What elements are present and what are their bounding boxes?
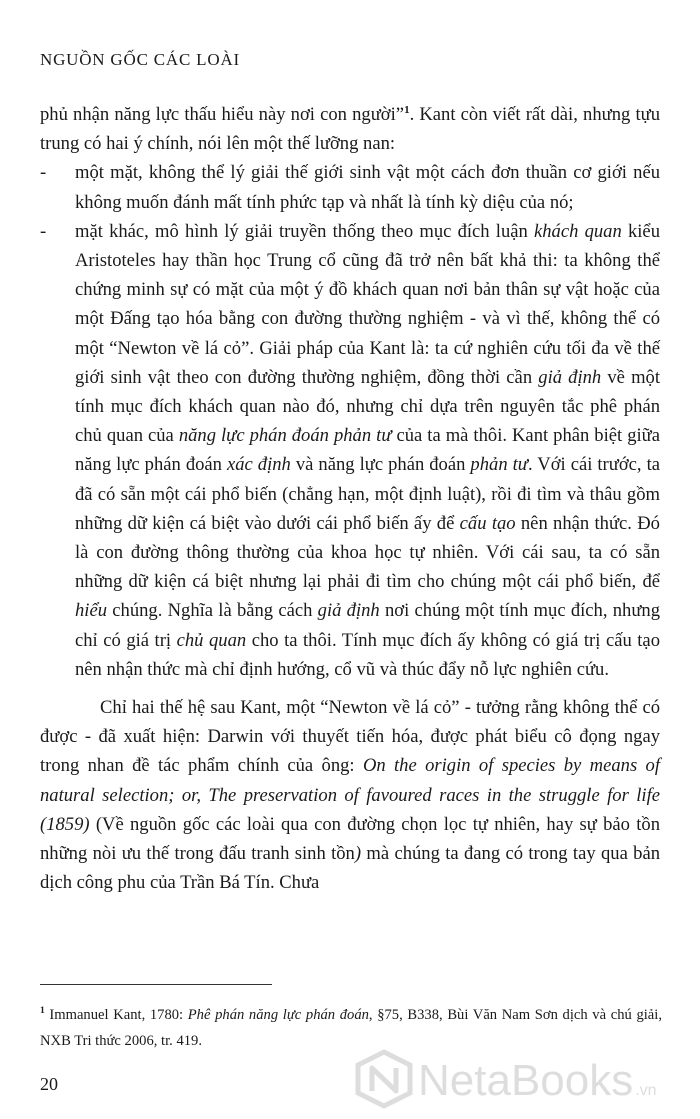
book-title-italic: On the origin of species by means of natural selection; or, The preservation of favoured races in the struggle for life (1859) (40, 755, 660, 835)
text-span: . Với cái trước, ta đã có sẵn một cái phổ biến (chẳng hạn, một định luật), rồi đi tìm và thâu gồm những dữ kiện cá biệt vào dưới cái phổ biến ấy để (75, 454, 660, 534)
text-span: cho ta thôi. Tính mục đích ấy không có giá trị cấu tạo nên nhận thức mà chỉ định hướng, cổ vũ và thúc đẩy nỗ lực nghiên cứu. (75, 629, 660, 680)
watermark-brand: NetaBooks (418, 1056, 634, 1105)
paragraph-intro (40, 100, 660, 158)
watermark-suffix: .vn (635, 1082, 657, 1099)
text-span: và năng lực phán đoán (290, 454, 471, 476)
italic-span: năng lực phán đoán phản tư (178, 425, 392, 447)
italic-span: hiểu (75, 600, 108, 622)
text-span: Chỉ hai thế hệ sau Kant, một “Newton về lá cỏ” - tưởng rằng không thể có được - đã xuất hiện: Darwin với thuyết tiến hóa, được phát biểu cô đọng ngay trong nhan đề tác phẩm chính của ông: (40, 697, 660, 777)
page-number: 20 (40, 1074, 58, 1094)
watermark-text (418, 1056, 657, 1106)
italic-span: giả định (538, 366, 602, 388)
footnote (40, 998, 662, 1054)
text-span: , §75, B338, Bùi Văn Nam Sơn dịch và chú giải, NXB Tri thức 2006, tr. 419. (40, 1006, 662, 1049)
italic-span: phản tư (470, 454, 528, 476)
text-span: chúng. Nghĩa là bằng cách (107, 600, 318, 622)
bullet-item-2 (40, 217, 660, 684)
text-span: một mặt, không thể lý giải thế giới sinh vật một cách đơn thuần cơ giới nếu không muốn đánh mất tính phức tạp và nhất là tính kỳ diệu của nó; (75, 162, 660, 213)
bullet-item-1 (40, 158, 660, 216)
text-span: của ta mà thôi. Kant phân biệt giữa năng lực phán đoán (75, 425, 660, 476)
text-span: . Kant còn viết rất dài, nhưng tựu trung có hai ý chính, nói lên một thế lưỡng nan: (40, 104, 660, 155)
text-span: về một tính mục đích khách quan nào đó, nhưng chỉ dựa trên nguyên tắc phê phán chủ quan của (75, 366, 660, 447)
text-span: nên nhận thức. Đó là con đường thông thường của khoa học tự nhiên. Với cái sau, ta có sẵn những dữ kiện cá biệt nhưng lại phải đi tìm cho chúng một cái phổ biến, để (75, 512, 660, 593)
italic-span: xác định (226, 454, 291, 476)
italic-span: cấu tạo (459, 512, 516, 534)
netabooks-logo-icon (352, 1049, 416, 1114)
italic-span: Phê phán năng lực phán đoán (187, 1006, 369, 1023)
italic-span: giả định (317, 600, 380, 622)
body-text (40, 100, 660, 897)
text-span: phủ nhận năng lực thấu hiểu này nơi con người” (40, 104, 405, 125)
text-span: mặt khác, mô hình lý giải truyền thống theo mục đích luận (75, 220, 534, 242)
footnote-divider (40, 984, 272, 985)
bullet-dash: - (40, 220, 47, 242)
italic-span: chủ quan (176, 629, 247, 651)
italic-span: khách quan (534, 220, 622, 242)
text-span: Immanuel Kant, 1780: (44, 1006, 188, 1023)
watermark (352, 1050, 700, 1112)
text-span: nơi chúng một tính mục đích, nhưng chỉ có giá trị (75, 600, 660, 651)
text-span: (Về nguồn gốc các loài qua con đường chọn lọc tự nhiên, hay sự bảo tồn những nòi ưu thế trong đấu tranh sinh tồn (40, 813, 660, 865)
text-span: kiểu Aristoteles hay thần học Trung cổ cũng đã trở nên bất khả thi: ta không thể chứng minh sự có mặt của một ý đồ khách quan nơi bản thân sự vật hoặc của một Đấng tạo hóa bằng con đường thường nghiệm - và vì thế, không thể có một “Newton về lá cỏ”. Giải pháp của Kant là: ta cứ nghiên cứu tối đa về thế giới sinh vật theo con đường thường nghiệm, đồng thời cần (75, 220, 660, 388)
running-title: NGUỒN GỐC CÁC LOÀI (40, 50, 240, 69)
footnote-number: 1 (40, 1006, 45, 1016)
text-span: mà chúng ta đang có trong tay qua bản dịch công phu của Trần Bá Tín. Chưa (40, 843, 661, 894)
paragraph-darwin (40, 693, 660, 897)
bullet-dash: - (40, 162, 47, 184)
footnote-reference[interactable]: 1 (404, 103, 410, 116)
italic-span: ) (354, 843, 362, 865)
